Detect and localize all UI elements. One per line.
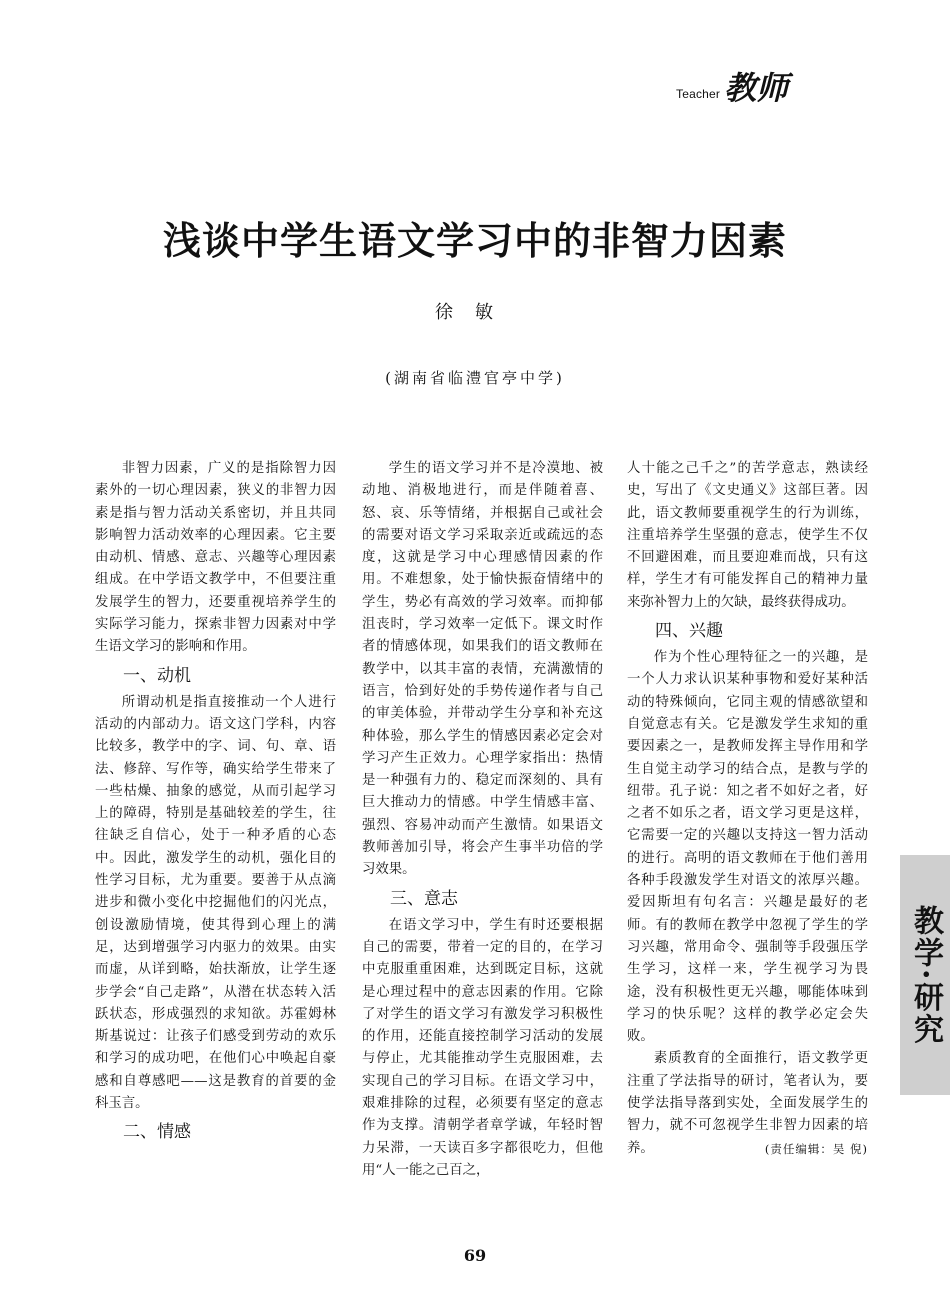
side-tab-label: 教学·研究 — [908, 904, 943, 1046]
motivation-paragraph: 所谓动机是指直接推动一个人进行活动的内部动力。语文这门学科，内容比较多，教学中的字、词、句、章、语法、修辞、写作等，确实给学生带来了一些枯燥、抽象的感觉，从而引起学习上的障碍，特别是基础较差的学生，往往缺乏自信心，处于一种矛盾的心态中。因此，激发学生的动机，强化目的性学习目标，尤为重要。要善于从点滴进步和微小变化中挖掘他们的闪光点，创设激励情境，使其得到心理上的满足，达到增强学习内驱力的效果。由实而虚，从详到略，始扶渐放，让学生逐步学会“自己走路”，从潜在状态转入活跃状态，形成强烈的求知欲。苏霍姆林斯基说过：让孩子们感受到劳动的欢乐和学习的成功吧，在他们心中唤起自豪感和自尊感吧——这是教育的首要的金科玉言。 — [95, 694, 336, 1112]
emotion-paragraph: 学生的语文学习并不是冷漠地、被动地、消极地进行，而是伴随着喜、怒、哀、乐等情绪，并根据自己或社会的需要对语文学习采取亲近或疏远的态度，这就是学习中心理感情因素的作用。不难想象，处于愉快振奋情绪中的学生，势必有高效的学习效率。而抑郁沮丧时，学习效率一定低下。课文时作者的情感体现，如果我们的语文教师在教学中，以其丰富的表情，充满激情的语言，恰到好处的手势传递作者与自己的审美体验，并带动学生分享和补充这种体验，那么学生的情感因素必定会对学习产生正效力。心理学家指出：热情是一种强有力的、稳定而深刻的、具有巨大推动力的情感。中学生情感丰富、强烈、容易冲动而产生激情。如果语文教师善加引导，将会产生事半功倍的学习效果。 — [362, 461, 603, 878]
author-name: 徐敏 — [435, 302, 515, 323]
will-paragraph: 在语文学习中，学生有时还要根据自己的需要，带着一定的目的，在学习中克服重重困难，达到既定目标，这就是心理过程中的意志因素的作用。它除了对学生的语文学习有激发学习积极性的作用，还能直接控制学习活动的发展与停止，尤其能推动学生克服困难，去实现自己的学习目标。在语文学习中，艰难排除的过程，必须要有坚定的意志作为支撑。清朝学者章学诚，年轻时智力呆滞，一天读百多字都很吃力，但他用“人一能之己百之， — [362, 917, 603, 1178]
will-paragraph-continued: 人十能之己千之”的苦学意志，熟读经史，写出了《文史通义》这部巨著。因此，语文教师要重视学生的行为训练，注重培养学生坚强的意志，使学生不仅不回避困难，而且要迎难而战，只有这样，学生才有可能发挥自己的精神力量来弥补智力上的欠缺，最终获得成功。 — [627, 461, 868, 610]
journal-name-cn: 教师 — [724, 69, 789, 107]
author-affiliation: (湖南省临澧官亭中学) — [385, 369, 565, 387]
conclusion-paragraph — [627, 1048, 868, 1159]
intro-paragraph: 非智力因素，广义的是指除智力因素外的一切心理因素，狭义的非智力因素是指与智力活动关系密切，并且共同影响智力活动效率的心理因素。它主要由动机、情感、意志、兴趣等心理因素组成。在中学语文教学中，不但要注重发展学生的智力，还要重视培养学生的实际学习能力，探索非智力因素对中学生语文学习的影响和作用。 — [95, 461, 336, 655]
section-side-tab — [900, 855, 950, 1095]
interest-paragraph: 作为个性心理特征之一的兴趣，是一个人力求认识某种事物和爱好某种活动的特殊倾向，它同主观的情感欲望和自觉意志有关。它是激发学生求知的重要因素之一，是教师发挥主导作用和学生自觉主动学习的结合点，是教与学的纽带。孔子说：知之者不如好之者，好之者不如乐之者，语文学习更是这样，它需要一定的兴趣以支持这一智力活动的进行。高明的语文教师在于他们善用各种手段激发学生对语文的浓厚兴趣。爱因斯坦有句名言：兴趣是最好的老师。有的教师在教学中忽视了学生的学习兴趣，常用命令、强制等手段强压学生学习，这样一来，学生视学习为畏途，没有积极性更无兴趣，哪能体味到学习的快乐呢？这样的教学必定会失败。 — [627, 650, 868, 1045]
column-2 — [362, 458, 603, 1182]
column-3 — [627, 458, 868, 1160]
section-heading-will: 三、意志 — [390, 888, 458, 909]
journal-header — [676, 69, 789, 107]
conclusion-text: 素质教育的全面推行，语文教学更注重了学法指导的研讨，笔者认为，要使学法指导落到实处，全面发展学生的智力，就不可忽视学生非智力因素的培养。 — [627, 1051, 868, 1156]
column-1 — [95, 458, 336, 1148]
journal-name-en: Teacher — [676, 87, 721, 101]
editor-credit: (责任编辑：吴 倪) — [764, 1141, 868, 1156]
section-heading-interest: 四、兴趣 — [655, 621, 723, 642]
article-title: 浅谈中学生语文学习中的非智力因素 — [162, 218, 787, 263]
section-heading-emotion: 二、情感 — [123, 1122, 191, 1143]
section-heading-motivation: 一、动机 — [123, 665, 191, 686]
page-number: 69 — [463, 1246, 487, 1265]
